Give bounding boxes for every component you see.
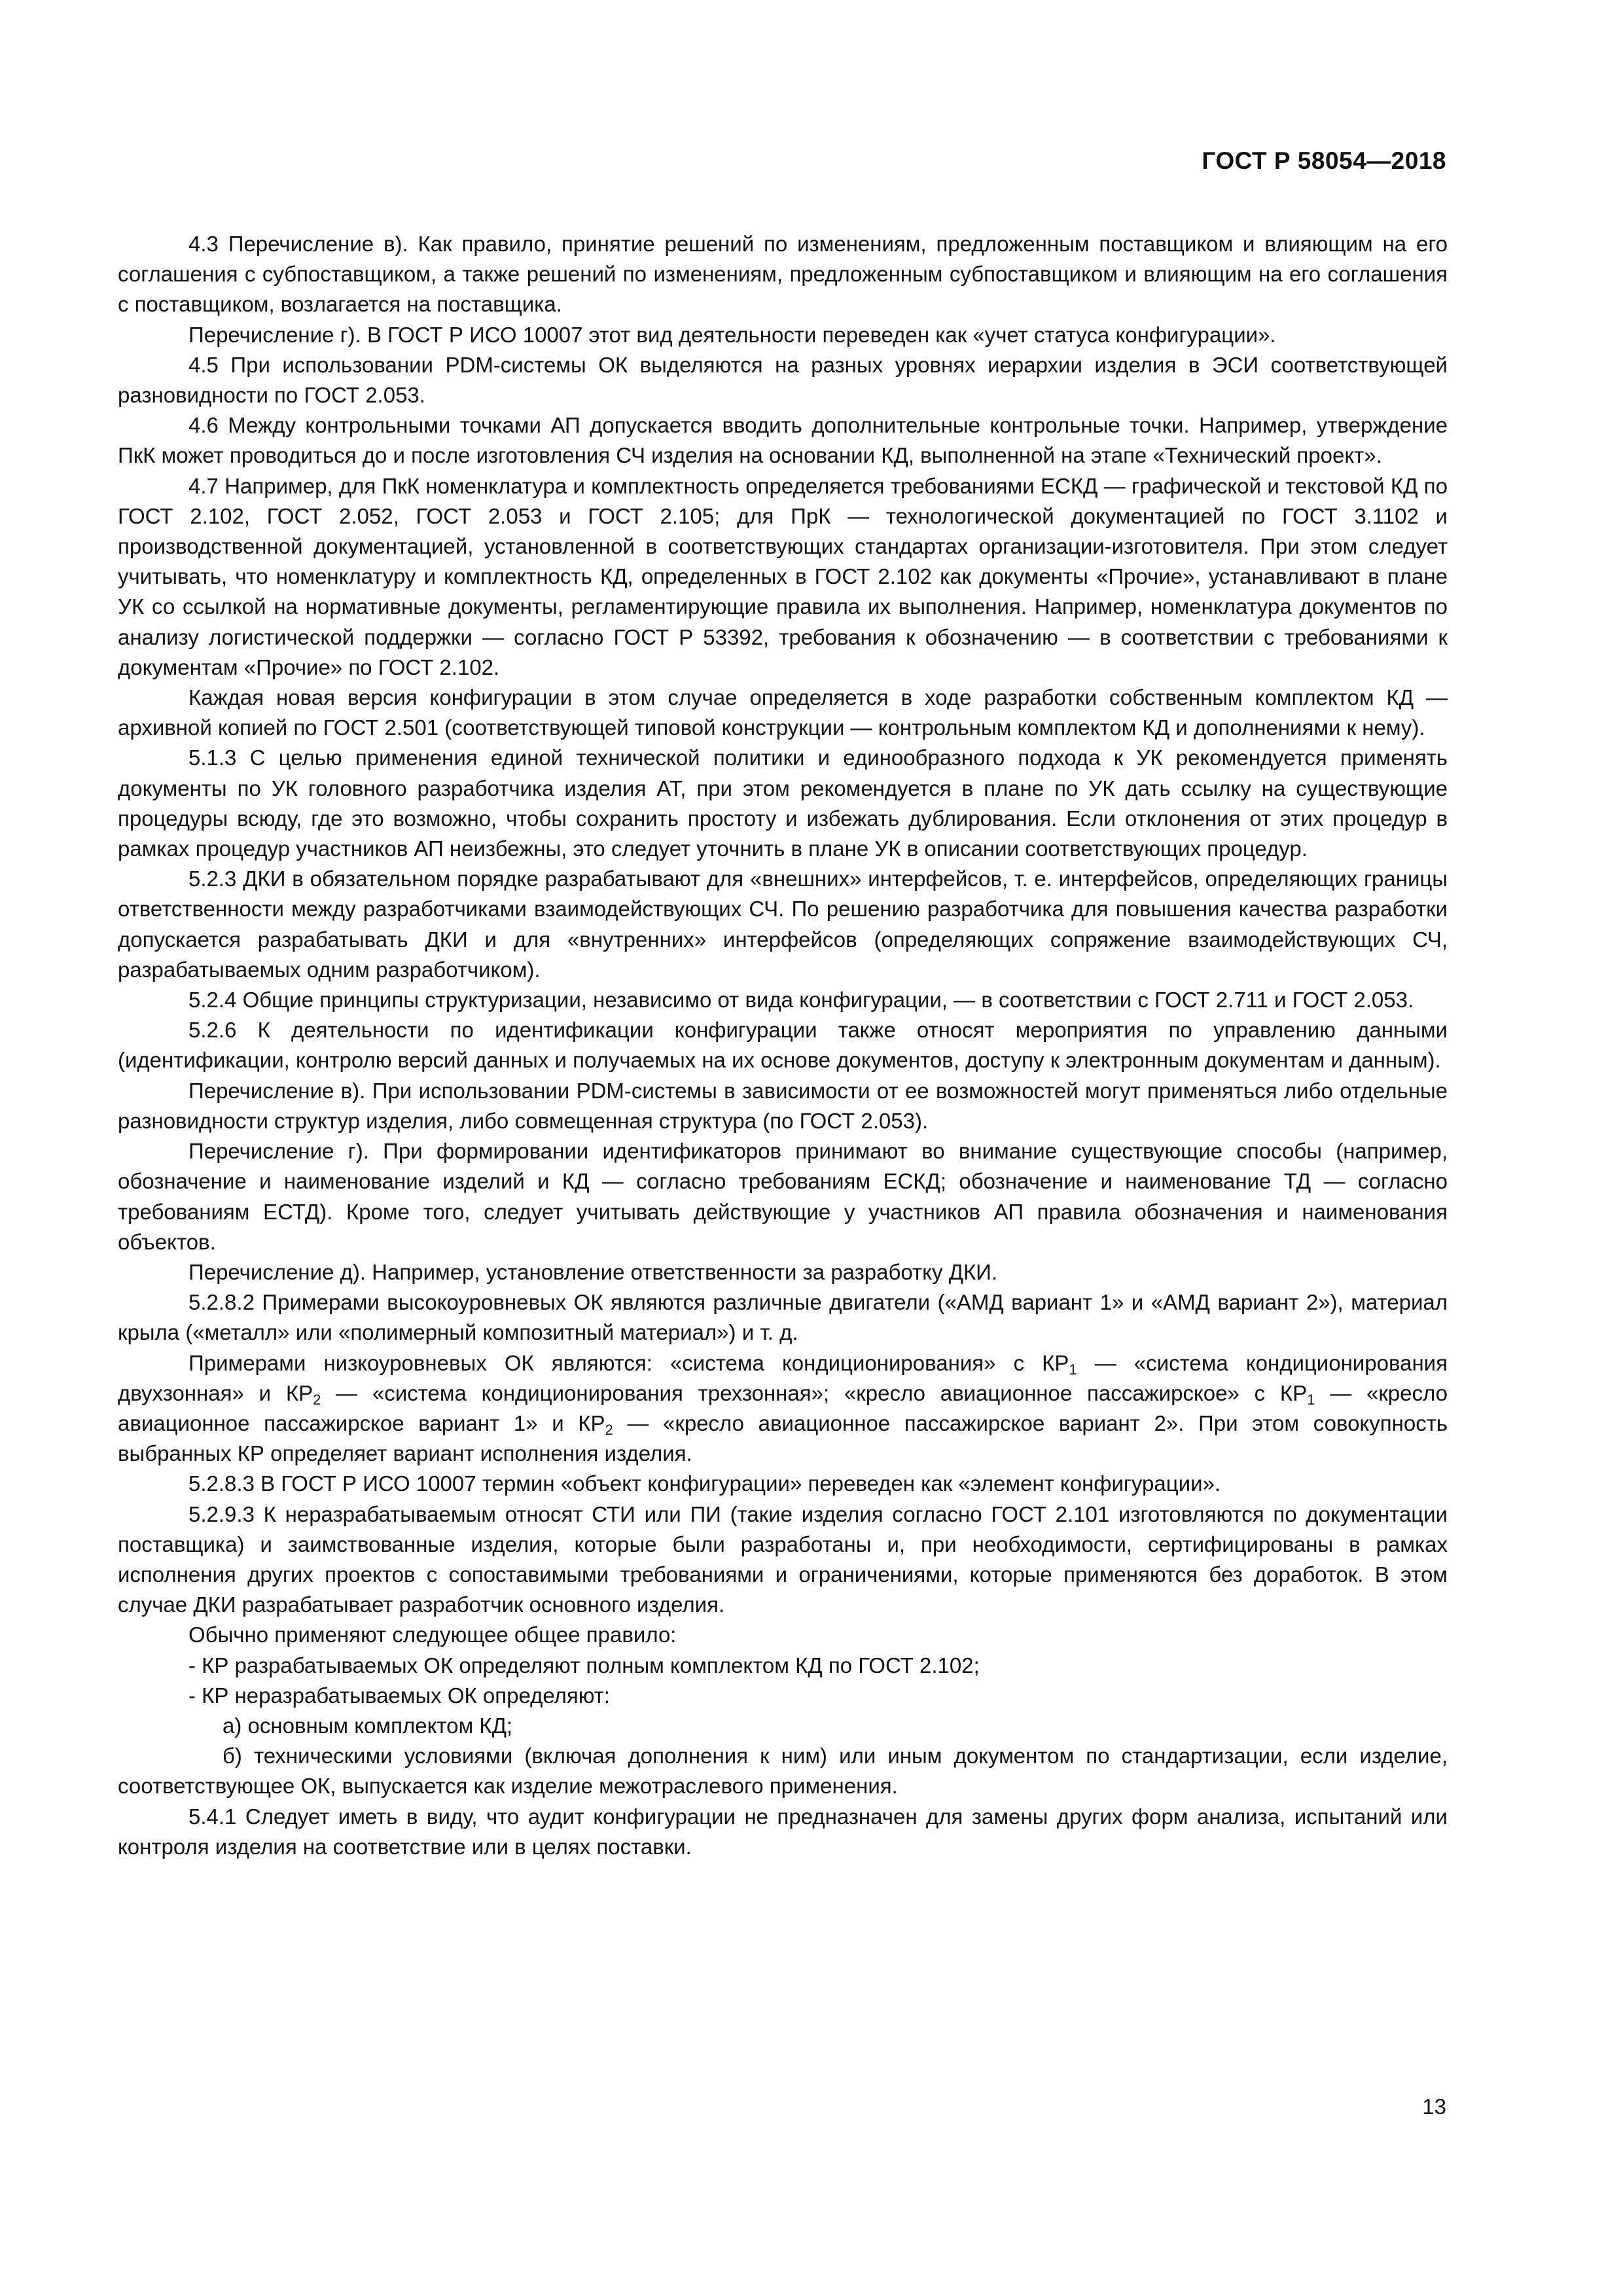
paragraph-5-2-4: 5.2.4 Общие принципы структуризации, независимо от вида конфигурации, — в соответствии с ГОСТ 2.711 и ГОСТ 2.053. [188,988,1414,1013]
paragraph-4-3-g: Перечисление г). В ГОСТ Р ИСО 10007 этот вид деятельности переведен как «учет статуса конфигурации». [188,322,1276,347]
paragraph-5-2-6-v: Перечисление в). При использовании PDM-системы в зависимости от ее возможностей могут применяться либо отдельные разновидности структур изделия, либо совмещенная структура (по ГОСТ 2.053). [118,1078,1448,1133]
page-number: 13 [1422,2094,1446,2119]
document-number-header: ГОСТ Р 58054—2018 [1202,147,1446,174]
paragraph-5-2-9-3: 5.2.9.3 К неразрабатываемым относят СТИ или ПИ (такие изделия согласно ГОСТ 2.101 изготовляются по документации поставщика) и заимствованные изделия, которые были разработаны и, при необходимости, сертифицированы в рамках исполнения других проектов с сопоставимыми требованиями и ограничениями, которые применяются без доработок. В этом случае ДКИ разрабатывает разработчик основного изделия. [118,1501,1448,1617]
list-item-non-developed: - КР неразрабатываемых ОК определяют: [188,1683,611,1708]
document-body [118,229,1448,1862]
list-item-a: а) основным комплектом КД; [223,1713,513,1738]
paragraph-4-6: 4.6 Между контрольными точками АП допускается вводить дополнительные контрольные точки. Например, утверждение ПкК может проводиться до и после изготовления СЧ изделия на основании КД, выполненной на этапе «Технический проект». [118,413,1448,468]
list-item-developed: - КР разрабатываемых ОК определяют полным комплектом КД по ГОСТ 2.102; [188,1653,980,1677]
paragraph-5-1-3: 5.1.3 С целью применения единой технической политики и единообразного подхода к УК рекомендуется применять документы по УК головного разработчика изделия АТ, при этом рекомендуется в плане по УК дать ссылку на существующие процедуры всюду, где это возможно, чтобы сохранить простоту и избежать дублирования. Если отклонения от этих процедур в рамках процедур участников АП неизбежны, это следует уточнить в плане УК в описании соответствующих процедур. [118,745,1448,861]
paragraph-5-2-6-d: Перечисление д). Например, установление ответственности за разработку ДКИ. [188,1259,998,1284]
paragraph-5-2-3: 5.2.3 ДКИ в обязательном порядке разрабатывают для «внешних» интерфейсов, т. е. интерфейсов, определяющих границы ответственности между разработчиками взаимодействующих СЧ. По решению разработчика для повышения качества разработки допускается разрабатывать ДКИ и для «внутренних» интерфейсов (определяющих сопряжение взаимодействующих СЧ, разрабатываемых одним разработчиком). [118,867,1448,982]
paragraph-5-2-6: 5.2.6 К деятельности по идентификации конфигурации также относят мероприятия по управлению данными (идентификации, контролю версий данных и получаемых на их основе документов, доступу к электронным документам и данным). [118,1018,1448,1073]
paragraph-5-2-8-3: 5.2.8.3 В ГОСТ Р ИСО 10007 термин «объект конфигурации» переведен как «элемент конфигурации». [188,1471,1221,1496]
paragraph-5-2-8-2: 5.2.8.2 Примерами высокоуровневых ОК являются различные двигатели («АМД вариант 1» и «АМД вариант 2»), материал крыла («металл» или «полимерный композитный материал») и т. д. [118,1290,1448,1345]
list-item-b: б) техническими условиями (включая дополнения к ним) или иным документом по стандартизации, если изделие, соответствующее ОК, выпускается как изделие межотраслевого применения. [118,1744,1448,1799]
paragraph-4-7: 4.7 Например, для ПкК номенклатура и комплектность определяется требованиями ЕСКД — графической и текстовой КД по ГОСТ 2.102, ГОСТ 2.052, ГОСТ 2.053 и ГОСТ 2.105; для ПрК — технологической документацией по ГОСТ 3.1102 и производственной документацией, установленной в соответствующих стандартах организации-изготовителя. При этом следует учитывать, что номенклатуру и комплектность КД, определенных в ГОСТ 2.102 как документы «Прочие», устанавливают в плане УК со ссылкой на нормативные документы, регламентирующие правила их выполнения. Например, номенклатура документов по анализу логистической поддержки — согласно ГОСТ Р 53392, требования к обозначению — в соответствии с требованиями к документам «Прочие» по ГОСТ 2.102. [118,473,1448,679]
paragraph-general-rule: Обычно применяют следующее общее правило: [188,1623,677,1647]
paragraph-4-3: 4.3 Перечисление в). Как правило, принятие решений по изменениям, предложенным поставщиком и влияющим на его соглашения с субпоставщиком, а также решений по изменениям, предложенным субпоставщиком и влияющим на его соглашения с поставщиком, возлагается на поставщика. [118,232,1448,317]
paragraph-4-5: 4.5 При использовании PDM-системы ОК выделяются на разных уровнях иерархии изделия в ЭСИ соответствующей разновидности по ГОСТ 2.053. [118,352,1448,408]
paragraph-4-7-version: Каждая новая версия конфигурации в этом случае определяется в ходе разработки собственным комплектом КД — архивной копией по ГОСТ 2.501 (соответствующей типовой конструкции — контрольным комплектом КД и дополнениями к нему). [118,685,1448,740]
paragraph-low-level-examples: Примерами низкоуровневых ОК являются: «система кондиционирования» с $КР_1$ — «система кондиционирования двухзонная» и $КР_2$ — «система кондиционирования трехзонная»; «кресло авиационное пассажирское» с $КР_1$ — «кресло авиационное пассажирское вариант 1» и $КР_2$ — «кресло авиационное пассажирское вариант 2». При этом совокупность выбранных КР определяет вариант исполнения изделия. [118,1350,1448,1466]
paragraph-5-4-1: 5.4.1 Следует иметь в виду, что аудит конфигурации не предназначен для замены других форм анализа, испытаний или контроля изделия на соответствие или в целях поставки. [118,1804,1448,1859]
paragraph-5-2-6-g: Перечисление г). При формировании идентификаторов принимают во внимание существующие способы (например, обозначение и наименование изделий и КД — согласно требованиям ЕСКД; обозначение и наименование ТД — согласно требованиям ЕСТД). Кроме того, следует учитывать действующие у участников АП правила обозначения и наименования объектов. [118,1139,1448,1254]
